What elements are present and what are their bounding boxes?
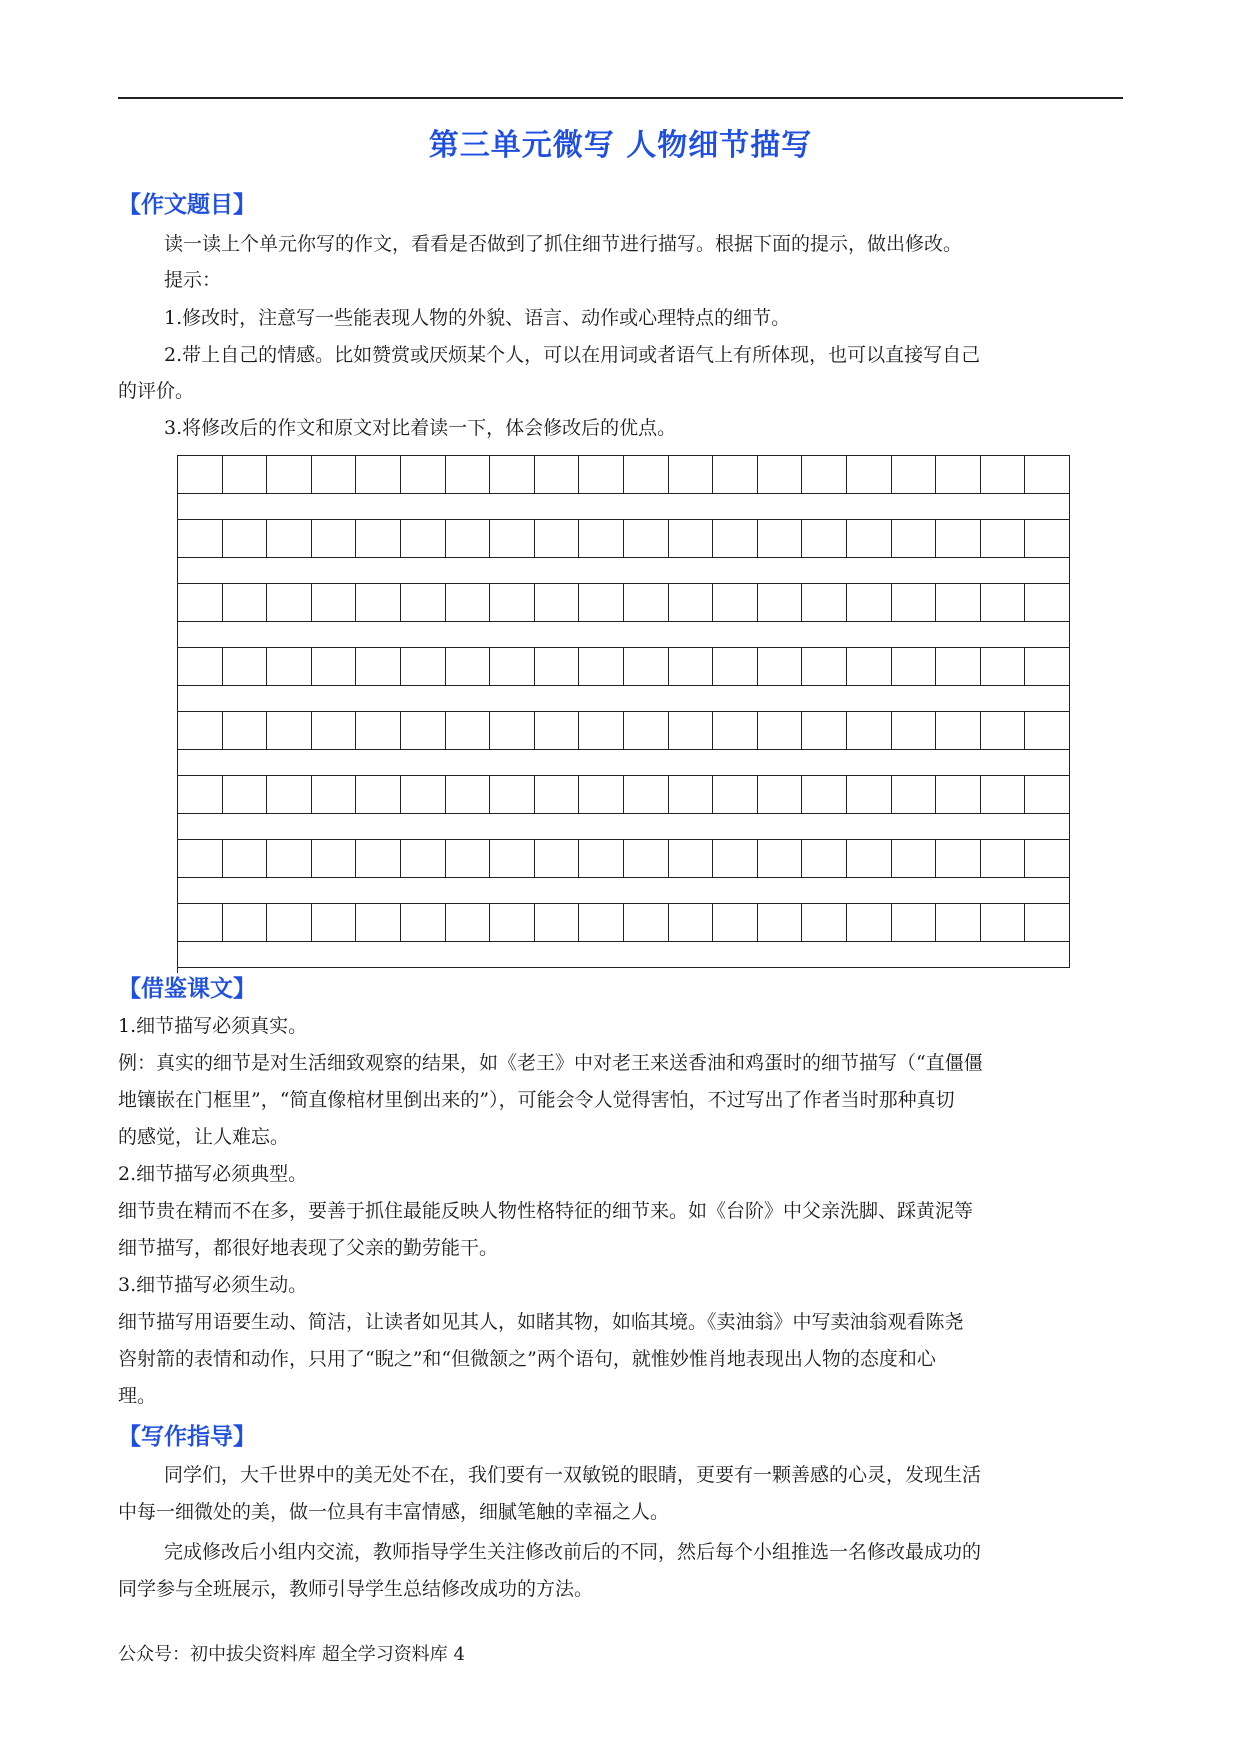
grid-cell[interactable] bbox=[981, 904, 1026, 942]
grid-cell[interactable] bbox=[312, 840, 357, 878]
grid-cell[interactable] bbox=[178, 776, 223, 814]
grid-cell[interactable] bbox=[267, 712, 312, 750]
grid-cell[interactable] bbox=[1025, 776, 1070, 814]
grid-cell[interactable] bbox=[624, 456, 669, 494]
grid-cell[interactable] bbox=[356, 904, 401, 942]
grid-cell[interactable] bbox=[401, 776, 446, 814]
reference-point-1-text-2: 地镶嵌在门框里”，“简直像棺材里倒出来的”），可能会令人觉得害怕，不过写出了作者当时那种真切 bbox=[118, 1089, 955, 1111]
grid-cell[interactable] bbox=[624, 648, 669, 686]
grid-cell[interactable] bbox=[847, 776, 892, 814]
page-title: 第三单元微写 人物细节描写 bbox=[428, 128, 813, 163]
grid-cell[interactable] bbox=[579, 520, 624, 558]
grid-cell[interactable] bbox=[624, 840, 669, 878]
hint-label: 提示： bbox=[164, 269, 222, 291]
grid-cell[interactable] bbox=[713, 648, 758, 686]
grid-cell[interactable] bbox=[178, 520, 223, 558]
grid-cell[interactable] bbox=[579, 840, 624, 878]
hint-1: 1.修改时，注意写一些能表现人物的外貌、语言、动作或心理特点的细节。 bbox=[164, 307, 791, 329]
grid-cell[interactable] bbox=[981, 840, 1026, 878]
grid-cell[interactable] bbox=[223, 840, 268, 878]
grid-cell[interactable] bbox=[981, 520, 1026, 558]
grid-cell[interactable] bbox=[535, 520, 580, 558]
grid-cell[interactable] bbox=[490, 648, 535, 686]
grid-cell[interactable] bbox=[579, 456, 624, 494]
grid-cell[interactable] bbox=[669, 584, 714, 622]
grid-cell[interactable] bbox=[802, 520, 847, 558]
grid-cell[interactable] bbox=[713, 712, 758, 750]
grid-cell[interactable] bbox=[936, 712, 981, 750]
reference-point-3: 3.细节描写必须生动。 bbox=[118, 1274, 308, 1296]
reference-point-2-text-2: 细节描写，都很好地表现了父亲的勤劳能干。 bbox=[118, 1237, 499, 1259]
grid-cell[interactable] bbox=[401, 648, 446, 686]
grid-cell[interactable] bbox=[1025, 456, 1070, 494]
grid-row-gap bbox=[178, 494, 1070, 520]
grid-row-gap bbox=[178, 942, 1070, 968]
grid-cell[interactable] bbox=[267, 904, 312, 942]
grid-cell[interactable] bbox=[446, 776, 491, 814]
grid-cell[interactable] bbox=[178, 712, 223, 750]
grid-cell[interactable] bbox=[802, 776, 847, 814]
grid-cell[interactable] bbox=[1025, 840, 1070, 878]
reference-point-2: 2.细节描写必须典型。 bbox=[118, 1163, 308, 1185]
grid-row bbox=[178, 648, 1070, 686]
grid-cell[interactable] bbox=[758, 776, 803, 814]
grid-cell[interactable] bbox=[401, 712, 446, 750]
grid-cell[interactable] bbox=[758, 584, 803, 622]
grid-cell[interactable] bbox=[892, 520, 937, 558]
grid-cell[interactable] bbox=[936, 776, 981, 814]
grid-cell[interactable] bbox=[490, 840, 535, 878]
grid-cell[interactable] bbox=[624, 584, 669, 622]
grid-cell[interactable] bbox=[223, 648, 268, 686]
grid-cell[interactable] bbox=[401, 840, 446, 878]
grid-cell[interactable] bbox=[490, 520, 535, 558]
grid-cell[interactable] bbox=[758, 712, 803, 750]
grid-cell[interactable] bbox=[892, 712, 937, 750]
grid-cell[interactable] bbox=[267, 520, 312, 558]
grid-cell[interactable] bbox=[758, 520, 803, 558]
grid-cell[interactable] bbox=[892, 840, 937, 878]
grid-cell[interactable] bbox=[1025, 648, 1070, 686]
grid-cell[interactable] bbox=[713, 520, 758, 558]
grid-cell[interactable] bbox=[490, 456, 535, 494]
grid-cell[interactable] bbox=[446, 648, 491, 686]
grid-cell[interactable] bbox=[446, 904, 491, 942]
grid-cell[interactable] bbox=[936, 520, 981, 558]
reference-point-1-text-1: 例：真实的细节是对生活细致观察的结果，如《老王》中对老王来送香油和鸡蛋时的细节描写（“直僵僵 bbox=[118, 1052, 983, 1074]
grid-cell[interactable] bbox=[847, 584, 892, 622]
hint-2-line-1: 2.带上自己的情感。比如赞赏或厌烦某个人，可以在用词或者语气上有所体现，也可以直接写自己 bbox=[164, 344, 981, 366]
heading-guidance: 【写作指导】 bbox=[118, 1424, 256, 1450]
grid-row bbox=[178, 840, 1070, 878]
grid-cell[interactable] bbox=[669, 648, 714, 686]
grid-row-gap bbox=[178, 878, 1070, 904]
grid-row bbox=[178, 584, 1070, 622]
grid-cell[interactable] bbox=[981, 456, 1026, 494]
grid-cell[interactable] bbox=[312, 520, 357, 558]
grid-cell[interactable] bbox=[178, 648, 223, 686]
grid-cell[interactable] bbox=[892, 456, 937, 494]
guidance-para-2-line-2: 同学参与全班展示，教师引导学生总结修改成功的方法。 bbox=[118, 1578, 594, 1600]
grid-cell[interactable] bbox=[490, 776, 535, 814]
grid-cell[interactable] bbox=[312, 648, 357, 686]
grid-row bbox=[178, 776, 1070, 814]
topic-intro: 读一读上个单元你写的作文，看看是否做到了抓住细节进行描写。根据下面的提示，做出修改。 bbox=[164, 233, 963, 255]
grid-cell[interactable] bbox=[312, 456, 357, 494]
grid-cell[interactable] bbox=[802, 648, 847, 686]
grid-cell[interactable] bbox=[401, 520, 446, 558]
grid-cell[interactable] bbox=[669, 904, 714, 942]
reference-point-3-text-2: 咨射箭的表情和动作，只用了“睨之”和“但微颔之”两个语句，就惟妙惟肖地表现出人物的态度和心 bbox=[118, 1348, 936, 1370]
grid-cell[interactable] bbox=[579, 776, 624, 814]
grid-cell[interactable] bbox=[178, 840, 223, 878]
grid-cell[interactable] bbox=[758, 904, 803, 942]
grid-row-gap bbox=[178, 814, 1070, 840]
page-footer: 公众号：初中拔尖资料库 超全学习资料库 4 bbox=[118, 1644, 465, 1665]
grid-cell[interactable] bbox=[1025, 520, 1070, 558]
grid-cell[interactable] bbox=[356, 456, 401, 494]
grid-cell[interactable] bbox=[847, 648, 892, 686]
grid-cell[interactable] bbox=[713, 584, 758, 622]
grid-cell[interactable] bbox=[579, 712, 624, 750]
grid-cell[interactable] bbox=[713, 904, 758, 942]
grid-cell[interactable] bbox=[267, 584, 312, 622]
grid-cell[interactable] bbox=[535, 456, 580, 494]
grid-cell[interactable] bbox=[936, 584, 981, 622]
grid-cell[interactable] bbox=[624, 712, 669, 750]
grid-row bbox=[178, 456, 1070, 494]
grid-cell[interactable] bbox=[624, 904, 669, 942]
grid-cell[interactable] bbox=[1025, 584, 1070, 622]
grid-cell[interactable] bbox=[446, 840, 491, 878]
grid-cell[interactable] bbox=[267, 776, 312, 814]
grid-cell[interactable] bbox=[267, 648, 312, 686]
grid-row-gap bbox=[178, 686, 1070, 712]
grid-cell[interactable] bbox=[490, 712, 535, 750]
grid-cell[interactable] bbox=[535, 584, 580, 622]
grid-cell[interactable] bbox=[669, 520, 714, 558]
grid-cell[interactable] bbox=[312, 712, 357, 750]
grid-cell[interactable] bbox=[490, 584, 535, 622]
grid-cell[interactable] bbox=[802, 840, 847, 878]
grid-cell[interactable] bbox=[713, 776, 758, 814]
grid-row bbox=[178, 520, 1070, 558]
grid-cell[interactable] bbox=[312, 904, 357, 942]
top-divider bbox=[118, 97, 1123, 99]
grid-cell[interactable] bbox=[178, 584, 223, 622]
grid-cell[interactable] bbox=[401, 904, 446, 942]
grid-cell[interactable] bbox=[892, 648, 937, 686]
grid-cell[interactable] bbox=[1025, 712, 1070, 750]
grid-row-gap bbox=[178, 558, 1070, 584]
guidance-para-1-line-1: 同学们，大千世界中的美无处不在，我们要有一双敏锐的眼睛，更要有一颗善感的心灵，发现生活 bbox=[164, 1464, 982, 1486]
reference-point-3-text-3: 理。 bbox=[118, 1385, 157, 1407]
grid-cell[interactable] bbox=[223, 584, 268, 622]
grid-cell[interactable] bbox=[312, 776, 357, 814]
grid-cell[interactable] bbox=[669, 456, 714, 494]
grid-cell[interactable] bbox=[446, 584, 491, 622]
grid-cell[interactable] bbox=[267, 456, 312, 494]
grid-cell[interactable] bbox=[1025, 904, 1070, 942]
grid-cell[interactable] bbox=[802, 584, 847, 622]
grid-cell[interactable] bbox=[847, 456, 892, 494]
grid-cell[interactable] bbox=[223, 776, 268, 814]
grid-cell[interactable] bbox=[802, 456, 847, 494]
grid-cell[interactable] bbox=[981, 712, 1026, 750]
grid-cell[interactable] bbox=[847, 520, 892, 558]
grid-cell[interactable] bbox=[713, 456, 758, 494]
grid-cell[interactable] bbox=[624, 776, 669, 814]
grid-cell[interactable] bbox=[356, 520, 401, 558]
grid-cell[interactable] bbox=[758, 840, 803, 878]
grid-cell[interactable] bbox=[579, 584, 624, 622]
grid-cell[interactable] bbox=[892, 904, 937, 942]
grid-row-gap bbox=[178, 750, 1070, 776]
writing-grid[interactable] bbox=[177, 455, 1070, 973]
grid-cell[interactable] bbox=[981, 776, 1026, 814]
heading-reference: 【借鉴课文】 bbox=[118, 976, 256, 1002]
grid-cell[interactable] bbox=[847, 840, 892, 878]
grid-cell[interactable] bbox=[223, 904, 268, 942]
grid-cell[interactable] bbox=[535, 648, 580, 686]
grid-cell[interactable] bbox=[535, 904, 580, 942]
grid-cell[interactable] bbox=[669, 840, 714, 878]
grid-cell[interactable] bbox=[356, 584, 401, 622]
grid-cell[interactable] bbox=[178, 456, 223, 494]
grid-cell[interactable] bbox=[490, 904, 535, 942]
grid-row-gap bbox=[178, 622, 1070, 648]
reference-point-1-text-3: 的感觉，让人难忘。 bbox=[118, 1126, 290, 1148]
heading-topic: 【作文题目】 bbox=[118, 192, 256, 218]
grid-cell[interactable] bbox=[401, 456, 446, 494]
grid-cell[interactable] bbox=[758, 456, 803, 494]
grid-cell[interactable] bbox=[178, 904, 223, 942]
reference-point-2-text-1: 细节贵在精而不在多，要善于抓住最能反映人物性格特征的细节来。如《台阶》中父亲洗脚、踩黄泥等 bbox=[118, 1200, 974, 1222]
grid-cell[interactable] bbox=[624, 520, 669, 558]
guidance-para-2-line-1: 完成修改后小组内交流，教师指导学生关注修改前后的不同，然后每个小组推选一名修改最成功的 bbox=[164, 1541, 982, 1563]
grid-cell[interactable] bbox=[936, 904, 981, 942]
grid-cell[interactable] bbox=[713, 840, 758, 878]
grid-cell[interactable] bbox=[356, 648, 401, 686]
grid-cell[interactable] bbox=[356, 776, 401, 814]
grid-cell[interactable] bbox=[802, 712, 847, 750]
grid-cell[interactable] bbox=[401, 584, 446, 622]
grid-cell[interactable] bbox=[267, 840, 312, 878]
grid-cell[interactable] bbox=[312, 584, 357, 622]
grid-cell[interactable] bbox=[356, 712, 401, 750]
grid-row bbox=[178, 712, 1070, 750]
grid-cell[interactable] bbox=[446, 456, 491, 494]
reference-point-3-text-1: 细节描写用语要生动、简洁，让读者如见其人，如睹其物，如临其境。《卖油翁》中写卖油翁观看陈尧 bbox=[118, 1311, 964, 1333]
grid-cell[interactable] bbox=[446, 520, 491, 558]
grid-row bbox=[178, 904, 1070, 942]
hint-2-line-2: 的评价。 bbox=[118, 380, 195, 402]
grid-cell[interactable] bbox=[669, 712, 714, 750]
grid-cell[interactable] bbox=[223, 712, 268, 750]
grid-cell[interactable] bbox=[847, 712, 892, 750]
grid-cell[interactable] bbox=[936, 456, 981, 494]
grid-cell[interactable] bbox=[936, 840, 981, 878]
grid-cell[interactable] bbox=[981, 584, 1026, 622]
grid-cell[interactable] bbox=[758, 648, 803, 686]
grid-cell[interactable] bbox=[535, 776, 580, 814]
grid-cell[interactable] bbox=[356, 840, 401, 878]
guidance-para-1-line-2: 中每一细微处的美，做一位具有丰富情感，细腻笔触的幸福之人。 bbox=[118, 1501, 670, 1523]
grid-cell[interactable] bbox=[223, 456, 268, 494]
grid-cell[interactable] bbox=[892, 584, 937, 622]
grid-cell[interactable] bbox=[802, 904, 847, 942]
reference-point-1: 1.细节描写必须真实。 bbox=[118, 1015, 308, 1037]
hint-3: 3.将修改后的作文和原文对比着读一下，体会修改后的优点。 bbox=[164, 417, 677, 439]
grid-cell[interactable] bbox=[579, 648, 624, 686]
grid-cell[interactable] bbox=[892, 776, 937, 814]
grid-cell[interactable] bbox=[981, 648, 1026, 686]
grid-cell[interactable] bbox=[223, 520, 268, 558]
grid-cell[interactable] bbox=[847, 904, 892, 942]
grid-cell[interactable] bbox=[535, 712, 580, 750]
grid-cell[interactable] bbox=[446, 712, 491, 750]
grid-cell[interactable] bbox=[669, 776, 714, 814]
grid-cell[interactable] bbox=[579, 904, 624, 942]
grid-cell[interactable] bbox=[936, 648, 981, 686]
grid-cell[interactable] bbox=[535, 840, 580, 878]
